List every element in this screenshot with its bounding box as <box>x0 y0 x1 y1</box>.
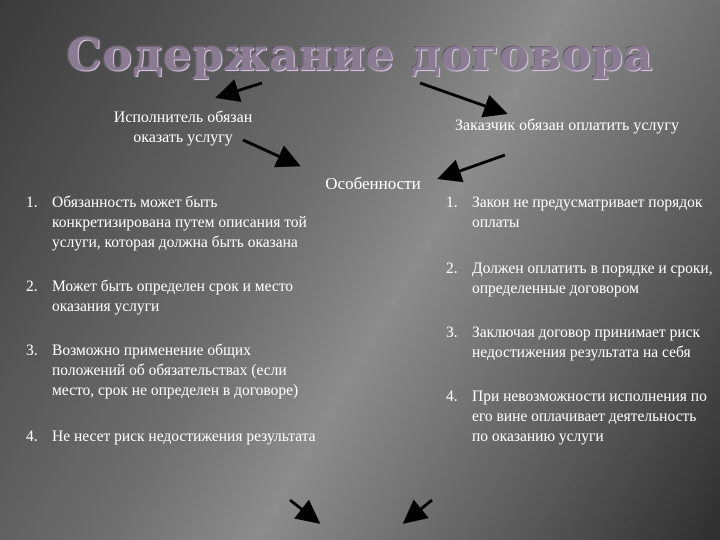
arrow-to-customer <box>420 83 505 113</box>
item-text: Заключая договор принимает риск недостижения результата на себя <box>472 324 701 361</box>
item-text: При невозможности исполнения по его вине оплачивает деятельность по оказанию услуги <box>472 388 707 445</box>
item-text: Должен оплатить в порядке и сроки, определенные договором <box>472 260 713 297</box>
item-text: Обязанность может быть конкретизирована путем описания той услуги, которая должна быть оказана <box>52 194 307 251</box>
arrow-to-features-right <box>440 155 505 178</box>
item-text: Закон не предусматривает порядок оплаты <box>472 194 703 231</box>
arrow-bottom-right <box>405 500 432 522</box>
item-text: Может быть определен срок и место оказания услуги <box>52 278 294 315</box>
item-text: Возможно применение общих положений об обязательствах (если место, срок не определен в договоре) <box>52 342 299 399</box>
item-number: 4. <box>26 428 38 445</box>
slide-title: Содержание договора <box>66 30 654 81</box>
item-number: 1. <box>446 194 458 211</box>
item-text: Не несет риск недостижения результата <box>52 428 316 445</box>
arrow-bottom-left <box>290 500 318 522</box>
item-number: 4. <box>446 388 458 405</box>
item-number: 2. <box>446 260 458 277</box>
arrow-to-features-left <box>243 140 298 165</box>
item-number: 1. <box>26 194 38 211</box>
customer-caption: Заказчик обязан оплатить услугу <box>455 117 679 134</box>
item-number: 3. <box>26 342 38 359</box>
item-number: 3. <box>446 324 458 341</box>
item-number: 2. <box>26 278 38 295</box>
executor-caption: Исполнитель обязан оказать услугу <box>113 109 253 146</box>
arrow-to-executor <box>218 83 262 97</box>
features-caption: Особенности <box>325 174 421 193</box>
